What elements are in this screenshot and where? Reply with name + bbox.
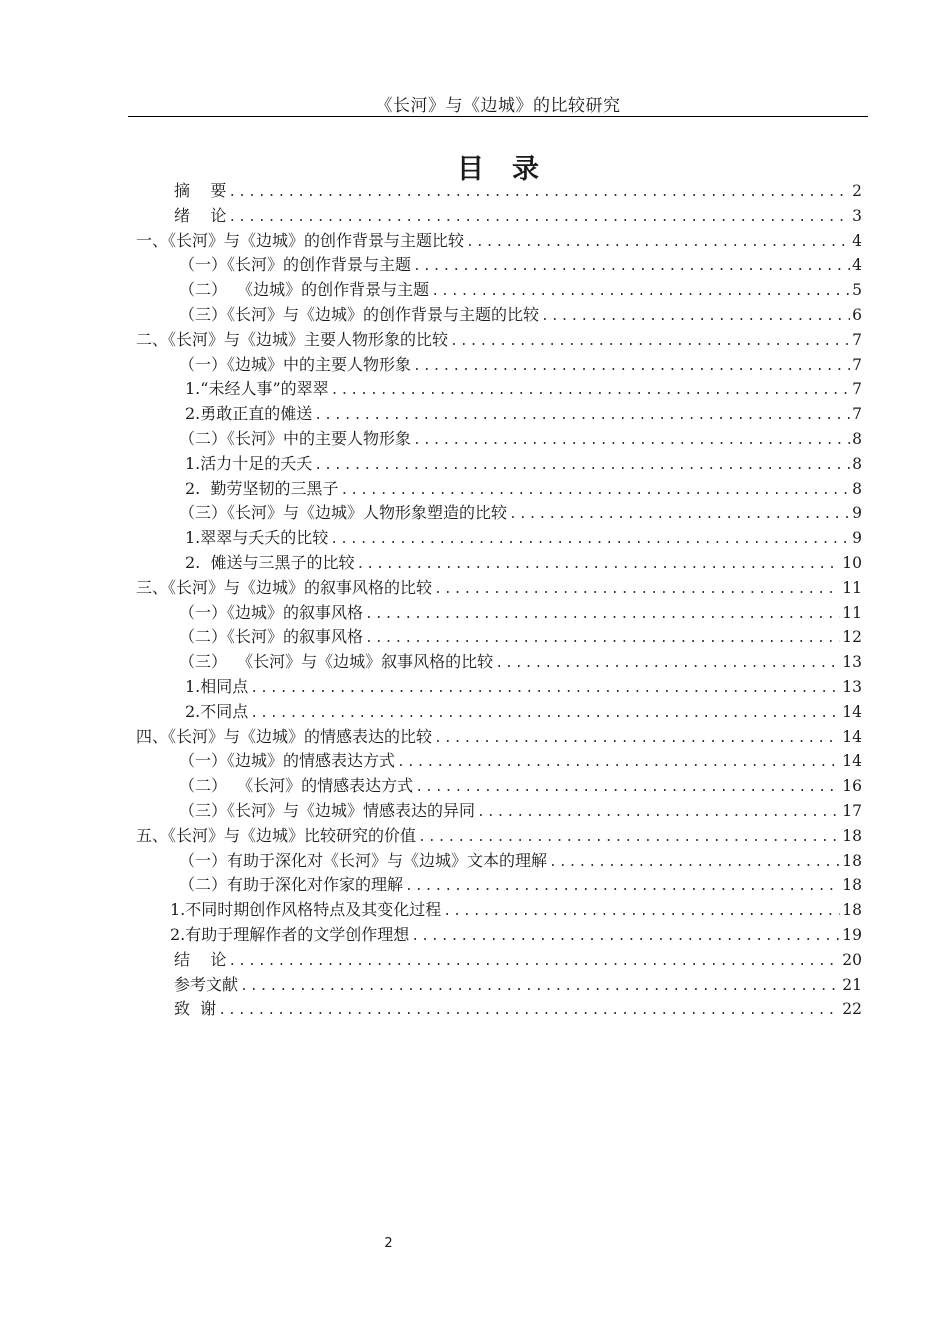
toc-entry-page: 18 xyxy=(842,851,862,870)
toc-entry[interactable] xyxy=(130,749,862,774)
toc-entry-page: 11 xyxy=(842,603,862,622)
dot-leader xyxy=(418,826,840,851)
toc-entry[interactable] xyxy=(130,650,862,675)
dot-leader xyxy=(314,404,850,429)
toc-entry-label: 结 论 xyxy=(174,949,227,969)
dot-leader xyxy=(330,528,850,553)
toc-entry-label: 1.翠翠与夭夭的比较 xyxy=(185,528,329,548)
toc-entry-page: 4 xyxy=(852,231,862,250)
toc-entry-label: （三）《长河》与《边城》人物形象塑造的比较 xyxy=(179,503,508,523)
dot-leader xyxy=(413,429,850,454)
dot-leader xyxy=(434,578,840,603)
toc-entry-page: 5 xyxy=(852,281,862,300)
toc-entry-page: 9 xyxy=(852,504,862,523)
dot-leader xyxy=(340,479,850,504)
dot-leader xyxy=(415,776,840,801)
toc-entry[interactable] xyxy=(130,799,862,824)
toc-entry-label: （一）《边城》中的主要人物形象 xyxy=(179,354,412,374)
dot-leader xyxy=(477,801,840,826)
dot-leader xyxy=(549,851,840,876)
toc-entry[interactable] xyxy=(130,923,862,948)
toc-entry-label: 2. 勤劳坚韧的三黑子 xyxy=(185,478,339,498)
toc-entry-page: 18 xyxy=(842,876,862,895)
toc-entry-label: 2.不同点 xyxy=(185,701,249,721)
toc-entry-page: 18 xyxy=(842,826,862,845)
toc-entry-page: 13 xyxy=(842,677,862,696)
toc-entry[interactable] xyxy=(130,303,862,328)
toc-entry[interactable] xyxy=(130,353,862,378)
toc-entry[interactable] xyxy=(130,774,862,799)
dot-leader xyxy=(450,330,850,355)
dot-leader xyxy=(218,999,840,1024)
dot-leader xyxy=(250,702,840,727)
running-header-title: 《长河》与《边城》的比较研究 xyxy=(375,96,621,116)
toc-entry-label: 参考文献 xyxy=(174,974,239,994)
dot-leader xyxy=(405,875,840,900)
toc-entry[interactable] xyxy=(130,873,862,898)
toc-entry[interactable] xyxy=(130,501,862,526)
toc-entry-page: 22 xyxy=(842,1000,862,1019)
toc-entry-label: 2.有助于理解作者的文学创作理想 xyxy=(170,924,410,944)
toc-entry-label: 1.相同点 xyxy=(185,676,249,696)
table-of-contents xyxy=(130,179,862,1022)
dot-leader xyxy=(397,751,840,776)
toc-entry-label: （二）《长河》中的主要人物形象 xyxy=(179,428,412,448)
toc-entry-label: 三、《长河》与《边城》的叙事风格的比较 xyxy=(136,577,433,597)
toc-entry-label: 2.勇敢正直的傩送 xyxy=(185,404,313,424)
dot-leader xyxy=(434,727,840,752)
toc-entry-page: 8 xyxy=(852,479,862,498)
toc-entry-page: 7 xyxy=(852,380,862,399)
toc-entry[interactable] xyxy=(130,328,862,353)
toc-entry-label: 一、《长河》与《边城》的创作背景与主题比较 xyxy=(136,230,465,250)
dot-leader xyxy=(509,503,850,528)
toc-entry-label: 1.活力十足的夭夭 xyxy=(185,453,313,473)
dot-leader xyxy=(443,900,840,925)
toc-entry-page: 14 xyxy=(842,752,862,771)
toc-entry-label: （二） 《长河》的情感表达方式 xyxy=(179,776,414,796)
toc-entry-label: 1.“未经人事”的翠翠 xyxy=(185,379,329,399)
toc-entry[interactable] xyxy=(130,526,862,551)
dot-leader xyxy=(228,181,850,206)
toc-entry[interactable] xyxy=(130,997,862,1022)
header-rule xyxy=(128,116,868,117)
toc-entry-page: 14 xyxy=(842,702,862,721)
toc-entry-page: 9 xyxy=(852,529,862,548)
toc-entry[interactable] xyxy=(130,948,862,973)
toc-entry[interactable] xyxy=(130,898,862,923)
toc-entry-page: 14 xyxy=(842,727,862,746)
toc-entry-page: 2 xyxy=(852,182,862,200)
toc-entry[interactable] xyxy=(130,253,862,278)
toc-entry-page: 3 xyxy=(852,206,862,225)
toc-entry-label: （二） 《边城》的创作背景与主题 xyxy=(179,280,430,300)
toc-entry-page: 12 xyxy=(842,628,862,647)
toc-entry[interactable] xyxy=(130,229,862,254)
toc-entry-label: 绪 论 xyxy=(174,205,227,225)
toc-entry-page: 18 xyxy=(842,901,862,920)
dot-leader xyxy=(431,280,850,305)
toc-entry-page: 16 xyxy=(842,777,862,796)
toc-entry-label: （二）有助于深化对作家的理解 xyxy=(179,875,404,895)
toc-entry-page: 7 xyxy=(852,405,862,424)
toc-entry-label: 四、《长河》与《边城》的情感表达的比较 xyxy=(136,726,433,746)
toc-entry[interactable] xyxy=(130,477,862,502)
toc-entry[interactable] xyxy=(130,725,862,750)
toc-entry-page: 17 xyxy=(842,801,862,820)
toc-entry-label: （二）《长河》的叙事风格 xyxy=(179,627,364,647)
toc-entry-label: 摘 要 xyxy=(174,181,227,200)
dot-leader xyxy=(228,206,850,231)
toc-entry-label: （一）《边城》的情感表达方式 xyxy=(179,751,396,771)
dot-leader xyxy=(240,975,840,1000)
toc-entry[interactable] xyxy=(130,204,862,229)
toc-entry[interactable] xyxy=(130,625,862,650)
toc-entry[interactable] xyxy=(130,278,862,303)
toc-entry-page: 8 xyxy=(852,454,862,473)
toc-entry-page: 4 xyxy=(852,256,862,275)
toc-entry-page: 7 xyxy=(852,355,862,374)
toc-entry-page: 8 xyxy=(852,429,862,448)
dot-leader xyxy=(413,355,850,380)
toc-heading: 目录 xyxy=(457,154,567,185)
dot-leader xyxy=(331,379,850,404)
toc-entry-label: 致 谢 xyxy=(174,999,217,1019)
toc-entry[interactable] xyxy=(130,551,862,576)
toc-entry-page: 10 xyxy=(842,553,862,572)
toc-entry[interactable] xyxy=(130,427,862,452)
toc-entry[interactable] xyxy=(130,824,862,849)
dot-leader xyxy=(314,454,850,479)
toc-entry[interactable] xyxy=(130,601,862,626)
toc-entry[interactable] xyxy=(130,452,862,477)
dot-leader xyxy=(495,652,840,677)
toc-entry[interactable] xyxy=(130,973,862,998)
toc-entry-page: 20 xyxy=(842,950,862,969)
dot-leader xyxy=(356,553,840,578)
toc-entry[interactable] xyxy=(130,576,862,601)
toc-entry-label: （一）《边城》的叙事风格 xyxy=(179,602,364,622)
dot-leader xyxy=(466,231,850,256)
toc-entry[interactable] xyxy=(130,377,862,402)
toc-entry-label: 1.不同时期创作风格特点及其变化过程 xyxy=(170,900,442,920)
toc-entry-label: （一）有助于深化对《长河》与《边城》文本的理解 xyxy=(179,850,548,870)
toc-entry-label: 2. 傩送与三黑子的比较 xyxy=(185,552,355,572)
toc-entry-page: 11 xyxy=(842,578,862,597)
dot-leader xyxy=(228,950,840,975)
toc-entry-label: 五、《长河》与《边城》比较研究的价值 xyxy=(136,825,417,845)
toc-entry-page: 13 xyxy=(842,653,862,672)
dot-leader xyxy=(250,677,840,702)
toc-entry[interactable] xyxy=(130,402,862,427)
toc-entry[interactable] xyxy=(130,849,862,874)
toc-entry[interactable] xyxy=(130,179,862,204)
toc-entry-page: 7 xyxy=(852,330,862,349)
toc-entry[interactable] xyxy=(130,700,862,725)
toc-entry-page: 19 xyxy=(842,925,862,944)
toc-entry[interactable] xyxy=(130,675,862,700)
toc-entry-label: （三）《长河》与《边城》的创作背景与主题的比较 xyxy=(179,304,540,324)
toc-entry-label: （三）《长河》与《边城》情感表达的异同 xyxy=(179,800,476,820)
dot-leader xyxy=(365,627,840,652)
toc-entry-page: 6 xyxy=(852,305,862,324)
toc-entry-label: 二、《长河》与《边城》主要人物形象的比较 xyxy=(136,329,449,349)
toc-entry-label: （一）《长河》的创作背景与主题 xyxy=(179,255,412,275)
dot-leader xyxy=(365,603,840,628)
dot-leader xyxy=(541,305,850,330)
dot-leader xyxy=(413,255,850,280)
toc-entry-label: （三） 《长河》与《边城》叙事风格的比较 xyxy=(179,652,494,672)
toc-entry-page: 21 xyxy=(842,975,862,994)
page-number: 2 xyxy=(384,1236,393,1251)
dot-leader xyxy=(411,925,840,950)
